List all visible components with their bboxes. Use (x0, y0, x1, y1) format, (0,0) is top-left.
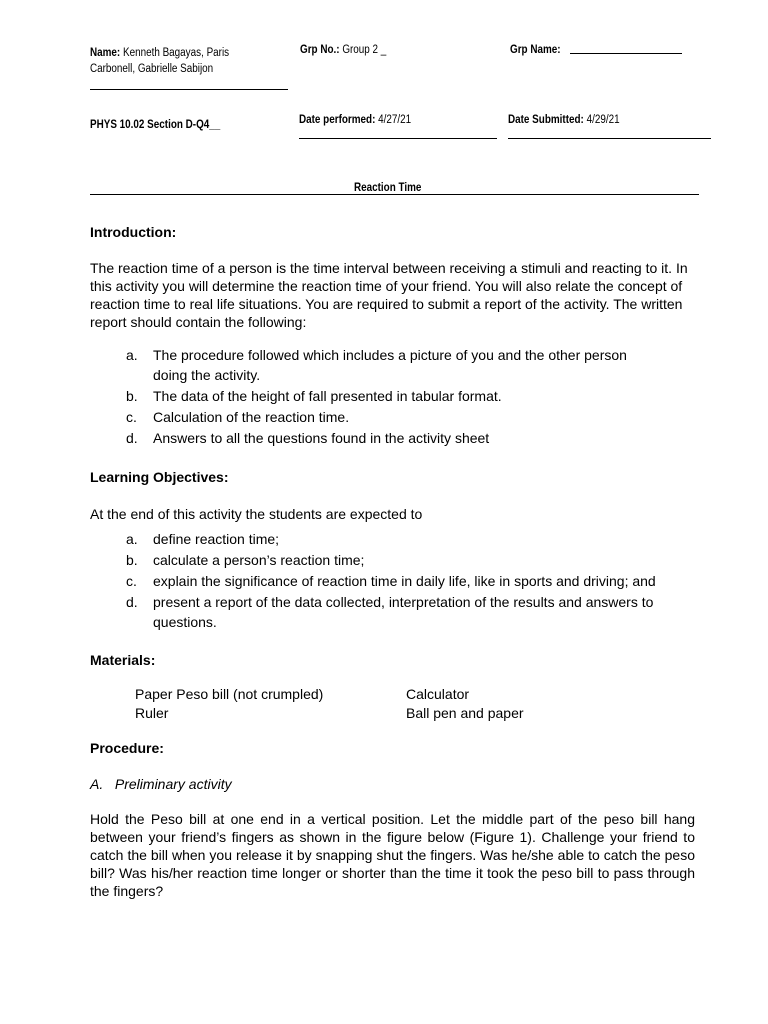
grp-no-label: Grp No.: (300, 44, 340, 56)
procedure-paragraph: Hold the Peso bill at one end in a vertical position. Let the middle part of the peso bill hang between your friend’s fingers as shown in the figure below (Figure 1). Challenge your friend to catch the bill when you release it by snapping shut the fingers. Was he/she able to catch the peso bill? Was his/her reaction time longer or shorter than the time it took the peso bill to pass through the fingers? (90, 811, 695, 899)
name-value: Kenneth Bagayas, Paris (122, 47, 230, 59)
date-performed-value: 4/27/21 (378, 114, 412, 126)
date-submitted (508, 112, 620, 129)
materials-heading: Materials: (90, 652, 156, 668)
list-item: c. explain the significance of reaction time in daily life, like in sports and driving; and (126, 573, 656, 589)
list-item: c. Calculation of the reaction time. (126, 409, 350, 425)
date-performed-label: Date performed: (299, 114, 376, 126)
report-requirements-list (126, 345, 646, 449)
material-item: Paper Peso bill (not crumpled) (135, 686, 324, 702)
objectives-list (126, 529, 716, 633)
name-line-1 (90, 45, 229, 62)
material-item: Calculator (406, 686, 470, 702)
list-item: a. define reaction time; (126, 531, 280, 547)
list-item: b. calculate a person’s reaction time; (126, 552, 365, 568)
date-performed-underline (299, 138, 497, 139)
introduction-heading: Introduction: (90, 224, 177, 240)
materials-column-2 (406, 685, 524, 723)
objectives-intro: At the end of this activity the students are expected to (90, 506, 423, 522)
date-submitted-value: 4/29/21 (586, 114, 620, 126)
procedure-subheading: A. Preliminary activity (90, 776, 232, 792)
date-submitted-underline (508, 138, 711, 139)
grp-name (510, 42, 561, 59)
grp-name-label: Grp Name: (510, 44, 561, 56)
name-label: Name: (90, 47, 121, 59)
document-title: Reaction Time (354, 182, 422, 194)
material-item: Ruler (135, 705, 169, 721)
grp-name-underline (570, 53, 682, 54)
materials-column-1 (135, 685, 323, 723)
date-submitted-label: Date Submitted: (508, 114, 584, 126)
title-rule (90, 194, 699, 195)
list-item: a. The procedure followed which includes a picture of you and the other person doing the activity. (126, 347, 627, 383)
objectives-heading: Learning Objectives: (90, 469, 229, 485)
name-line-2: Carbonell, Gabrielle Sabijon (90, 63, 214, 75)
list-item: d. present a report of the data collected, interpretation of the results and answers to questions. (126, 594, 654, 630)
grp-no-value: Group 2 _ (342, 44, 387, 56)
procedure-heading: Procedure: (90, 740, 164, 756)
list-item: d. Answers to all the questions found in the activity sheet (126, 430, 490, 446)
name-underline (90, 89, 288, 90)
course-section: PHYS 10.02 Section D-Q4__ (90, 119, 221, 131)
list-item: b. The data of the height of fall presented in tabular format. (126, 388, 502, 404)
grp-no (300, 42, 386, 59)
material-item: Ball pen and paper (406, 705, 524, 721)
introduction-paragraph: The reaction time of a person is the time interval between receiving a stimuli and reacting to it. In this activity you will determine the reaction time of your friend. You will also relate the concept of reaction time to real life situations. You are required to submit a report of the activity. The written report should contain the following: (90, 260, 688, 330)
date-performed (299, 112, 411, 129)
